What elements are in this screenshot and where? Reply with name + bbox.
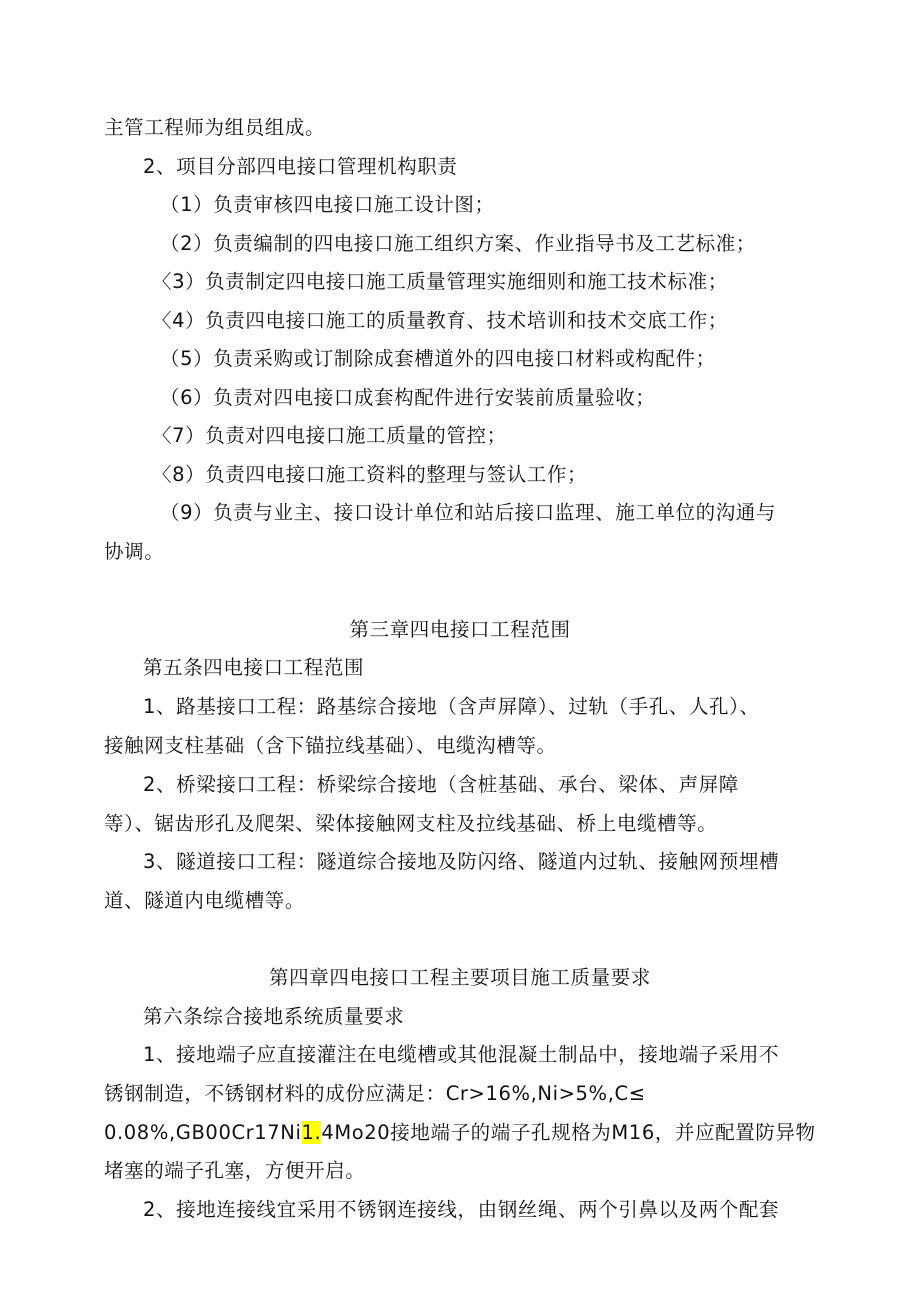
duty-item-3: 〈3）负责制定四电接口施工质量管理实施细则和施工技术标准； — [152, 270, 728, 293]
duty-item-4: 〈4）负责四电接口施工的质量教育、技术培训和技术交底工作； — [152, 309, 728, 332]
duty-item-5: （5）负责采购或订制除成套槽道外的四电接口材料或构配件； — [160, 347, 716, 370]
duty-item-9-cont: 协调。 — [104, 540, 165, 563]
scope-item-3-cont: 道、隧道内电缆槽等。 — [104, 889, 306, 912]
formula-line — [104, 1121, 816, 1145]
duty-item-7: 〈7）负责对四电接口施工质量的管控； — [152, 424, 507, 447]
scope-item-1-cont: 接触网支柱基础（含下锚拉线基础）、电缆沟槽等。 — [104, 734, 557, 757]
duty-item-9: （9）负责与业主、接口设计单位和站后接口监理、施工单位的沟通与 — [160, 501, 777, 524]
scope-item-3: 3、隧道接口工程：隧道综合接地及防闪络、隧道内过轨、接触网预埋槽 — [143, 850, 780, 873]
duty-item-6: （6）负责对四电接口成套构配件进行安装前质量验收； — [160, 386, 656, 409]
quality-item-1: 1、接地端子应直接灌注在电缆槽或其他混凝土制品中，接地端子采用不 — [143, 1043, 780, 1066]
chapter-4-title: 第四章四电接口工程主要项目施工质量要求 — [269, 966, 651, 989]
paragraph-intro-tail: 主管工程师为组员组成。 — [104, 116, 326, 139]
scope-item-1: 1、路基接口工程：路基综合接地（含声屏障）、过轨（手孔、人孔）、 — [143, 695, 760, 718]
duty-item-1: （1）负责审核四电接口施工设计图； — [160, 193, 495, 216]
article-5-title: 第五条四电接口工程范围 — [143, 656, 365, 679]
scope-item-2: 2、桥梁接口工程：桥梁综合接地（含桩基础、承台、梁体、声屏障 — [143, 773, 739, 796]
chapter-3-title: 第三章四电接口工程范围 — [349, 618, 571, 641]
highlighted-text: 1. — [301, 1121, 322, 1144]
section-2-title: 2、项目分部四电接口管理机构职责 — [143, 155, 458, 178]
quality-item-2: 2、接地连接线宜采用不锈钢连接线，由钢丝绳、两个引鼻以及两个配套 — [143, 1198, 780, 1221]
duty-item-8: 〈8）负责四电接口施工资料的整理与签认工作； — [152, 463, 588, 486]
scope-item-2-cont: 等）、锯齿形孔及爬架、梁体接触网支柱及拉线基础、桥上电缆槽等。 — [104, 812, 718, 835]
formula-after: 4Mo20接地端子的端子孔规格为M16，并应配置防异物 — [321, 1121, 816, 1144]
duty-item-2: （2）负责编制的四电接口施工组织方案、作业指导书及工艺标准； — [160, 232, 756, 255]
formula-before: 0.08%,GB00Cr17Ni — [104, 1121, 302, 1144]
article-6-title: 第六条综合接地系统质量要求 — [143, 1005, 405, 1028]
quality-item-1-cont: 锈钢制造，不锈钢材料的成份应满足：Cr>16%,Ni>5%,C≤ — [104, 1082, 646, 1105]
quality-item-1-end: 堵塞的端子孔塞，方便开启。 — [104, 1159, 366, 1182]
